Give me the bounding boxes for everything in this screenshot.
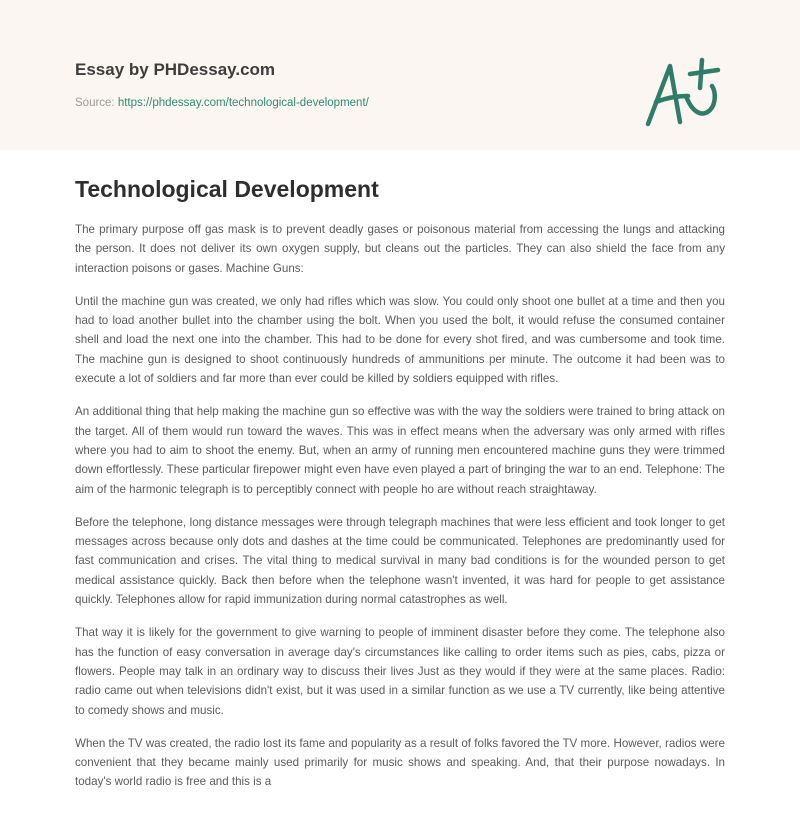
paragraph: When the TV was created, the radio lost its fame and popularity as a result of folks favored the TV more. However, radios were convenient that they became mainly used primarily for music shows and speaking. And, that their purpose nowadays. In today's world radio is free and this is a — [75, 736, 725, 789]
source-line — [75, 97, 369, 109]
a-plus-logo-icon — [640, 52, 730, 132]
paragraph: Before the telephone, long distance messages were through telegraph machines that were less efficient and took longer to get messages across because only dots and dashes at the time could be communicated. Telephones are predominantly used for fast communication and crises. The vital thing to medical survival in many bad conditions is for the wounded person to get medical assistance quickly. Back then before when the telephone wasn't invented, it was hard for people to get assistance quickly. Telephones allow for rapid immunization during normal catastrophes as well. — [75, 515, 725, 607]
essay-body — [75, 220, 725, 806]
paragraph: The primary purpose off gas mask is to prevent deadly gases or poisonous material from accessing the lungs and attacking the person. It does not deliver its own oxygen supply, but cleans out the particles. They can also shield the face from any interaction poisons or gases. Machine Guns: — [75, 223, 725, 275]
paragraph: That way it is likely for the government to give warning to people of imminent disaster before they come. The telephone also has the function of easy conversation in average day's circumstances like calling to order items such as pies, cabs, pizza or flowers. People may talk in an ordinary way to discuss their lives Just as they would if they were at the same places. Radio: radio came out when televisions didn't exist, but it was used in a similar function as we use a TV currently, like being attentive to comedy shows and music. — [75, 626, 725, 717]
paragraph: Until the machine gun was created, we only had rifles which was slow. You could only shoot one bullet at a time and then you had to load another bullet into the chamber using the bolt. When you used the bolt, it would refuse the consumed container shell and load the next one into the chamber. This had to be done for every shot fired, and was cumbersome and took time. The machine gun is designed to shoot continuously hundreds of ammunitions per minute. The outcome it had been was to execute a lot of soldiers and far more than ever could be killed by soldiers equipped with rifles. — [75, 294, 725, 386]
document-title: Technological Development — [75, 176, 379, 202]
source-link[interactable]: https://phdessay.com/technological-development/ — [117, 97, 369, 109]
site-title: Essay by PHDessay.com — [75, 60, 276, 79]
source-label: Source: — [75, 97, 118, 109]
paragraph: An additional thing that help making the machine gun so effective was with the way the soldiers were trained to bring attack on the target. All of them would run toward the waves. This was in effect means when the adversary was only armed with rifles where you had to aim to shoot the enemy. But, when an army of running men encountered machine guns they were trimmed down effortlessly. These particular firepower might even have even played a part of bringing the war to an end. Telephone: The aim of the harmonic telegraph is to perceptibly connect with people ho are without reach straightaway. — [75, 405, 725, 496]
